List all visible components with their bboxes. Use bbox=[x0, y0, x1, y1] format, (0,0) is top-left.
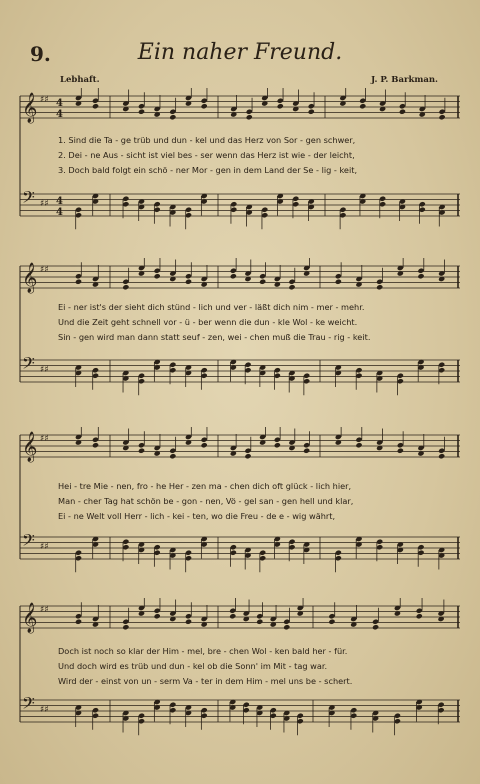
lyric-line-1: 1. Sind die Ta - ge trüb und dun - kel und das Herz von Sor - gen schwer, bbox=[58, 135, 356, 145]
note-head bbox=[201, 442, 208, 448]
note-head bbox=[154, 273, 161, 279]
time-signature: 4 bbox=[56, 109, 63, 120]
lyric-line-1: Ei - ner ist's der sieht dich stünd - lich und ver - läßt dich nim - mer - mehr. bbox=[58, 302, 365, 312]
key-signature: ♯♯ bbox=[40, 705, 49, 715]
lyric-line-3: Wird der - einst von un - serm Va - ter in dem Him - mel uns be - schert. bbox=[58, 676, 353, 686]
key-signature: ♯♯ bbox=[40, 365, 49, 375]
note-head bbox=[229, 613, 236, 619]
lyric-line-2: Und die Zeit geht schnell vor - ü - ber wenn die dun - kle Wol - ke weicht. bbox=[58, 317, 358, 327]
note-head bbox=[328, 619, 335, 625]
staff-pair bbox=[0, 88, 480, 268]
lyric-line-3: 3. Doch bald folgt ein schö - ner Mor - gen in dem Land der Se - lig - keit, bbox=[58, 165, 358, 175]
note-head bbox=[335, 279, 342, 285]
treble-clef: 𝄞 bbox=[22, 263, 38, 293]
music-system-2 bbox=[0, 258, 480, 438]
note-head bbox=[308, 109, 315, 115]
note-head bbox=[438, 453, 445, 459]
note-head bbox=[75, 279, 82, 285]
bass-clef: 𝄢 bbox=[22, 693, 35, 717]
lyric-line-3: Ei - ne Welt voll Herr - lich - kei - ten, wo die Freu - de e - wig währt, bbox=[58, 511, 336, 521]
note-head bbox=[288, 284, 295, 290]
note-head bbox=[376, 284, 383, 290]
note-head bbox=[169, 114, 176, 120]
note-head bbox=[259, 279, 266, 285]
note-head bbox=[277, 103, 284, 109]
lyric-line-2: Und doch wird es trüb und dun - kel ob die Sonn' im Mit - tag war. bbox=[58, 661, 328, 671]
lyric-line-2: 2. Dei - ne Aus - sicht ist viel bes - ser wenn das Herz ist wie - der leicht, bbox=[58, 150, 355, 160]
key-signature: ♯♯ bbox=[40, 265, 49, 275]
hymn-title: Ein naher Freund. bbox=[137, 40, 343, 65]
lyric-line-2: Man - cher Tag hat schön be - gon - nen, Vö - gel san - gen hell und klar, bbox=[58, 496, 354, 506]
time-signature: 4 bbox=[56, 196, 63, 207]
note-head bbox=[244, 453, 251, 459]
note-head bbox=[439, 114, 446, 120]
bass-clef: 𝄢 bbox=[22, 353, 35, 377]
treble-clef: 𝄞 bbox=[22, 432, 38, 462]
key-signature: ♯♯ bbox=[40, 434, 49, 444]
treble-clef: 𝄞 bbox=[22, 603, 38, 633]
note-head bbox=[359, 103, 366, 109]
note-head bbox=[283, 624, 290, 630]
key-signature: ♯♯ bbox=[40, 605, 49, 615]
key-signature: ♯♯ bbox=[40, 199, 49, 209]
note-head bbox=[122, 284, 129, 290]
staff-pair bbox=[0, 598, 480, 778]
note-head bbox=[138, 448, 145, 454]
music-system-4 bbox=[0, 598, 480, 778]
lyric-line-1: Doch ist noch so klar der Him - mel, bre - chen Wol - ken bald her - für. bbox=[58, 646, 348, 656]
note-head bbox=[122, 624, 129, 630]
note-head bbox=[303, 448, 310, 454]
note-head bbox=[417, 273, 424, 279]
note-head bbox=[274, 442, 281, 448]
bass-clef: 𝄢 bbox=[22, 530, 35, 554]
tempo-marking: Lebhaft. bbox=[60, 75, 100, 85]
note-head bbox=[416, 613, 423, 619]
time-signature: 4 bbox=[56, 207, 63, 218]
note-head bbox=[399, 109, 406, 115]
note-head bbox=[355, 442, 362, 448]
note-head bbox=[169, 453, 176, 459]
hymn-number: 9. bbox=[30, 42, 51, 66]
note-head bbox=[397, 448, 404, 454]
treble-clef: 𝄞 bbox=[22, 93, 38, 123]
note-head bbox=[92, 442, 99, 448]
key-signature: ♯♯ bbox=[40, 95, 49, 105]
note-head bbox=[372, 624, 379, 630]
staff-pair bbox=[0, 258, 480, 438]
composer-credit: J. P. Barkman. bbox=[371, 75, 438, 85]
lyric-line-3: Sin - gen wird man dann statt seuf - zen, wei - chen muß die Trau - rig - keit. bbox=[58, 332, 371, 342]
bass-clef: 𝄢 bbox=[22, 187, 35, 211]
note-head bbox=[92, 103, 99, 109]
music-system-1 bbox=[0, 88, 480, 268]
note-head bbox=[230, 273, 237, 279]
note-head bbox=[201, 103, 208, 109]
note-head bbox=[185, 279, 192, 285]
key-signature: ♯♯ bbox=[40, 542, 49, 552]
time-signature: 4 bbox=[56, 98, 63, 109]
note-head bbox=[246, 114, 253, 120]
lyric-line-1: Hei - tre Mie - nen, fro - he Her - zen ma - chen dich oft glück - lich hier, bbox=[58, 481, 352, 491]
note-head bbox=[75, 619, 82, 625]
music-system-3 bbox=[0, 427, 480, 607]
note-head bbox=[256, 619, 263, 625]
note-head bbox=[138, 109, 145, 115]
note-head bbox=[185, 619, 192, 625]
note-head bbox=[154, 613, 161, 619]
